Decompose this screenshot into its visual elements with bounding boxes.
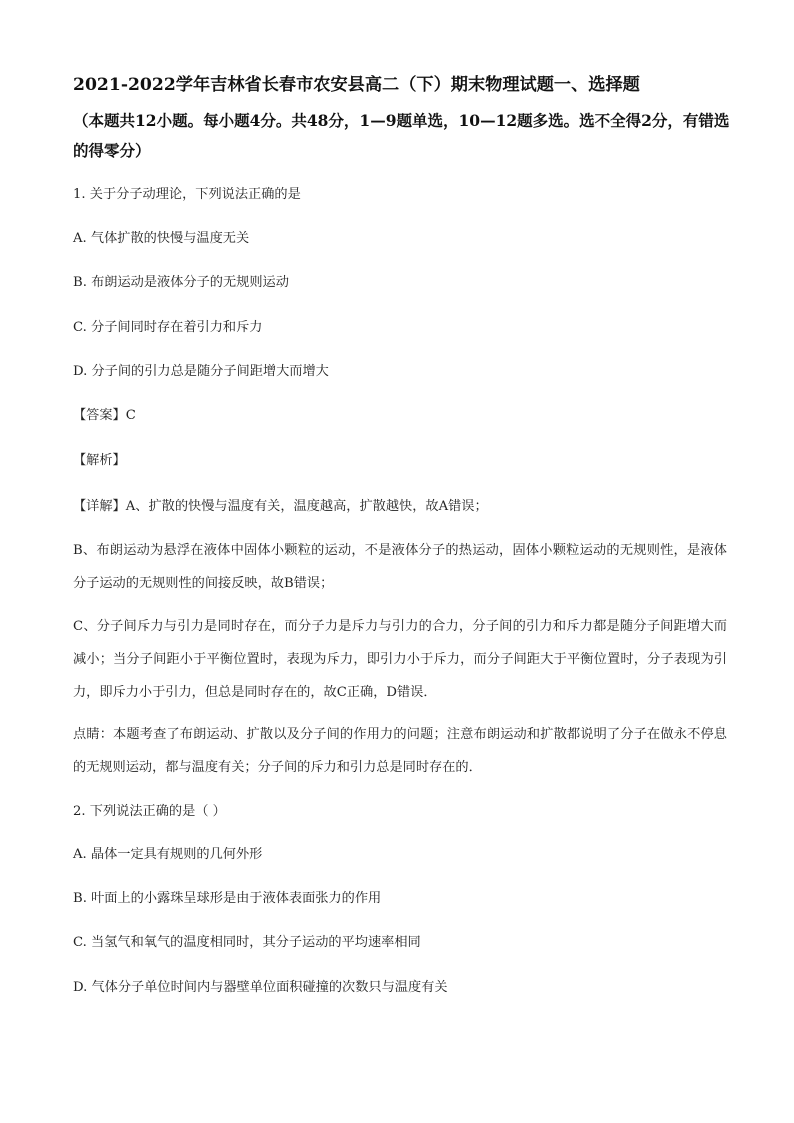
question-2-option-c: C. 当氢气和氧气的温度相同时，其分子运动的平均速率相同: [73, 935, 421, 950]
question-2-option-a: A. 晶体一定具有规则的几何外形: [73, 847, 263, 862]
key-point-paragraph: 点睛：本题考查了布朗运动、扩散以及分子间的作用力的问题；注意布朗运动和扩散都说明了分子在做永不停息的无规则运动，都与温度有关；分子间的斥力和引力总是同时存在的．: [73, 727, 727, 775]
question-1-option-a: A. 气体扩散的快慢与温度无关: [73, 231, 250, 246]
detail-paragraph-a: 【详解】A、扩散的快慢与温度有关，温度越高，扩散越快，故A错误；: [73, 499, 488, 514]
question-1-option-d: D. 分子间的引力总是随分子间距增大而增大: [73, 364, 329, 379]
document-title: 2021-2022学年吉林省长春市农安县高二（下）期末物理试题一、选择题: [73, 75, 640, 95]
answer-label: 【答案】C: [73, 408, 136, 423]
question-2-option-b: B. 叶面上的小露珠呈球形是由于液体表面张力的作用: [73, 891, 382, 906]
question-1-stem: 1. 关于分子动理论，下列说法正确的是: [73, 187, 301, 202]
section-instructions: （本题共12小题。每小题4分。共48分，1—9题单选，10—12题多选。选不全得2分，有错选的得零分）: [73, 111, 730, 160]
question-1-option-b: B. 布朗运动是液体分子的无规则运动: [73, 275, 289, 290]
analysis-label: 【解析】: [73, 453, 126, 468]
question-2-stem: 2. 下列说法正确的是（ ）: [73, 804, 226, 819]
question-2-option-d: D. 气体分子单位时间内与器壁单位面积碰撞的次数只与温度有关: [73, 980, 448, 995]
detail-paragraph-c: C、分子间斥力与引力是同时存在，而分子力是斥力与引力的合力，分子间的引力和斥力都是随分子间距增大而减小；当分子间距小于平衡位置时，表现为斥力，即引力小于斥力，而分子间距大于平衡位置时，分子表现为引力，即斥力小于引力，但总是同时存在的，故C正确，D错误．: [73, 619, 727, 700]
question-1-option-c: C. 分子间同时存在着引力和斥力: [73, 320, 263, 335]
detail-paragraph-b: B、布朗运动为悬浮在液体中固体小颗粒的运动，不是液体分子的热运动，固体小颗粒运动的无规则性，是液体分子运动的无规则性的间接反映，故B错误；: [73, 543, 727, 591]
